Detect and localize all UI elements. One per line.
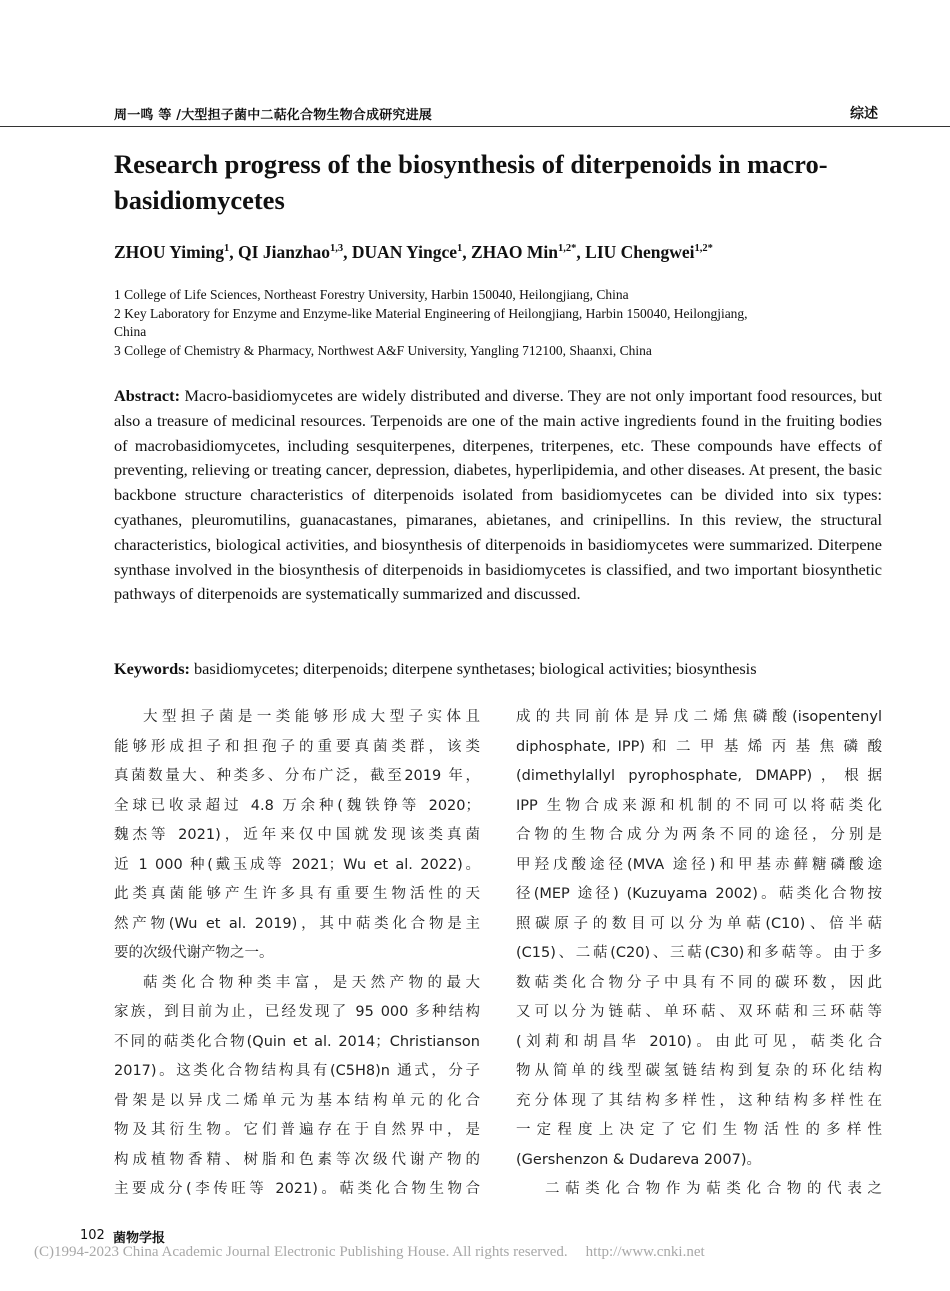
author-affiliation-marker: 1 xyxy=(224,243,230,255)
author-name: ZHAO Min xyxy=(470,242,559,262)
text-line: 物及其衍生物。它们普遍存在于自然界中，是 xyxy=(114,1122,480,1138)
text-line: 物从简单的线型碳氢链结构到复杂的环化结构 xyxy=(516,1063,882,1079)
text-line: 数萜类化合物分子中具有不同的碳环数，因此 xyxy=(516,974,882,991)
affiliation: 1 College of Life Sciences, Northeast Forestry University, Harbin 150040, Heilongjiang, China xyxy=(114,287,629,302)
text-line: 不同的萜类化合物(Quin et al. 2014；Christianson xyxy=(114,1033,480,1050)
keywords xyxy=(114,657,894,681)
keywords-label: Keywords: xyxy=(114,659,190,678)
author-name: QI Jianzhao xyxy=(238,242,330,262)
affiliation: 3 College of Chemistry & Pharmacy, Northwest A&F University, Yangling 712100, Shaanxi, China xyxy=(114,342,652,358)
paper-title: Research progress of the biosynthesis of diterpenoids in macro-basidiomycetes xyxy=(114,149,828,215)
author-affiliation-marker: 1 xyxy=(456,243,463,255)
affiliation-list xyxy=(114,286,874,360)
copyright-text: (C)1994-2023 China Academic Journal Electronic Publishing House. All rights reserved. xyxy=(34,1244,568,1260)
abstract-text: Macro-basidiomycetes are widely distributed and diverse. They are not only important food resources, but also a treasure of medicinal resources. Terpenoids are one of the main active ingredients found in the fruiting bodies of macrobasidiomycetes, including sesquiterpenes, diterpenes, triterpenes, etc. These compounds have effects of preventing, relieving or treating cancer, depression, diabetes, hyperlipidemia, and other diseases. At present, the basic backbone structure characteristics of diterpenoids isolated from basidiomycetes can be divided into six types: cyathanes, pleuromutilins, guanacastanes, pimaranes, abietanes, and crinipellins. In this review, the structural characteristics, biological activities, and biosynthesis of diterpenoids in basidiomycetes were summarized. Diterpene synthase involved in the biosynthesis of diterpenoids in basidiomycetes is classified, and two important biosynthetic pathways of diterpenoids are systematically summarized and discussed. xyxy=(114,386,882,604)
keywords-text: basidiomycetes; diterpenoids; diterpene synthetases; biological activities; biosynthesis xyxy=(189,659,757,678)
text-line: 构成植物香精、树脂和色素等次级代谢产物的 xyxy=(114,1151,480,1168)
watermark-url: http://www.cnki.net xyxy=(585,1244,705,1260)
text-line: 然产物(Wu et al. 2019)，其中萜类化合物是主 xyxy=(114,915,480,932)
text-line: 近 1 000 种(戴玉成等 2021；Wu et al. 2022)。 xyxy=(114,856,480,873)
author-name: LIU Chengwei xyxy=(585,242,695,262)
text-line: 2017)。这类化合物结构具有(C5H8)n 通式，分子 xyxy=(114,1063,480,1079)
text-line: 萜类化合物种类丰富，是天然产物的最大 xyxy=(143,974,480,991)
text-line: 家族，到目前为止，已经发现了 95 000 多种结构 xyxy=(114,1004,480,1020)
text-line: 能够形成担子和担孢子的重要真菌类群，该类 xyxy=(114,738,480,755)
page-number: 102 xyxy=(80,1228,105,1243)
copyright-watermark xyxy=(34,1244,705,1261)
running-header-section: 综述 xyxy=(850,106,878,122)
journal-name: 菌物学报 xyxy=(113,1231,166,1246)
text-line: 径(MEP 途径) (Kuzuyama 2002)。萜类化合物按 xyxy=(516,886,882,902)
text-line: 照碳原子的数目可以分为单萜(C10)、倍半萜 xyxy=(516,915,882,932)
author-name: DUAN Yingce xyxy=(351,242,457,262)
text-line: diphosphate, IPP) 和 二 甲 基 烯 丙 基 焦 磷 酸 xyxy=(516,738,882,755)
author-affiliation-marker: 1,3 xyxy=(329,243,344,255)
body-column-left xyxy=(114,703,480,1205)
text-line: 此类真菌能够产生许多具有重要生物活性的天 xyxy=(114,886,480,902)
author-name: ZHOU Yiming xyxy=(114,242,225,262)
affiliation: 2 Key Laboratory for Enzyme and Enzyme-like Material Engineering of Heilongjiang, Harbin 150040, Heilongjiang, xyxy=(114,305,748,321)
text-line: 一定程度上决定了它们生物活性的多样性 xyxy=(516,1122,882,1138)
author-affiliation-marker: 1,2* xyxy=(694,243,713,255)
text-line: 甲羟戊酸途径(MVA 途径)和甲基赤藓糖磷酸途 xyxy=(516,856,882,873)
text-line: 魏杰等 2021)，近年来仅中国就发现该类真菌 xyxy=(114,827,480,843)
text-line: 骨架是以异戊二烯单元为基本结构单元的化合 xyxy=(114,1092,480,1109)
text-line: 大型担子菌是一类能够形成大型子实体且 xyxy=(143,709,480,725)
author-list: ZHOU Yiming$^1$, QI Jianzhao$^{1,3}$, DUAN Yingce$^1$, ZHAO Min$^{1,2*}$, LIU Chengwei$^{1,2*}$ xyxy=(114,242,713,262)
text-line: 要的次级代谢产物之一。 xyxy=(114,945,274,961)
text-line: (C15)、二萜(C20)、三萜(C30)和多萜等。由于多 xyxy=(516,945,882,961)
abstract xyxy=(114,384,882,607)
text-line: 全球已收录超过 4.8 万余种(魏铁铮等 2020； xyxy=(114,797,480,814)
text-line: (Gershenzon & Dudareva 2007)。 xyxy=(516,1151,761,1168)
body-column-right xyxy=(516,703,882,1205)
text-line: 二萜类化合物作为萜类化合物的代表之 xyxy=(545,1181,882,1197)
affiliation-continuation: China xyxy=(114,324,147,339)
text-line: (dimethylallyl pyrophosphate, DMAPP)，根据 xyxy=(516,768,882,784)
text-line: 真菌数量大、种类多、分布广泛，截至2019 年， xyxy=(114,768,480,784)
text-line: 充分体现了其结构多样性，这种结构多样性在 xyxy=(516,1092,882,1109)
text-line: IPP 生物合成来源和机制的不同可以将萜类化 xyxy=(516,797,882,814)
text-line: 成的共同前体是异戊二烯焦磷酸(isopentenyl xyxy=(516,709,882,725)
text-line: 合物的生物合成分为两条不同的途径，分别是 xyxy=(516,827,882,843)
abstract-label: Abstract: xyxy=(114,386,181,405)
text-line: 又可以分为链萜、单环萜、双环萜和三环萜等 xyxy=(516,1004,882,1020)
running-header-title: 周一鸣 等 /大型担子菌中二萜化合物生物合成研究进展 xyxy=(114,108,433,123)
text-line: (刘莉和胡昌华 2010)。由此可见，萜类化合 xyxy=(516,1033,882,1050)
text-line: 主要成分(李传旺等 2021)。萜类化合物生物合 xyxy=(114,1181,480,1197)
header-rule xyxy=(0,126,950,127)
author-affiliation-marker: 1,2* xyxy=(558,243,577,255)
